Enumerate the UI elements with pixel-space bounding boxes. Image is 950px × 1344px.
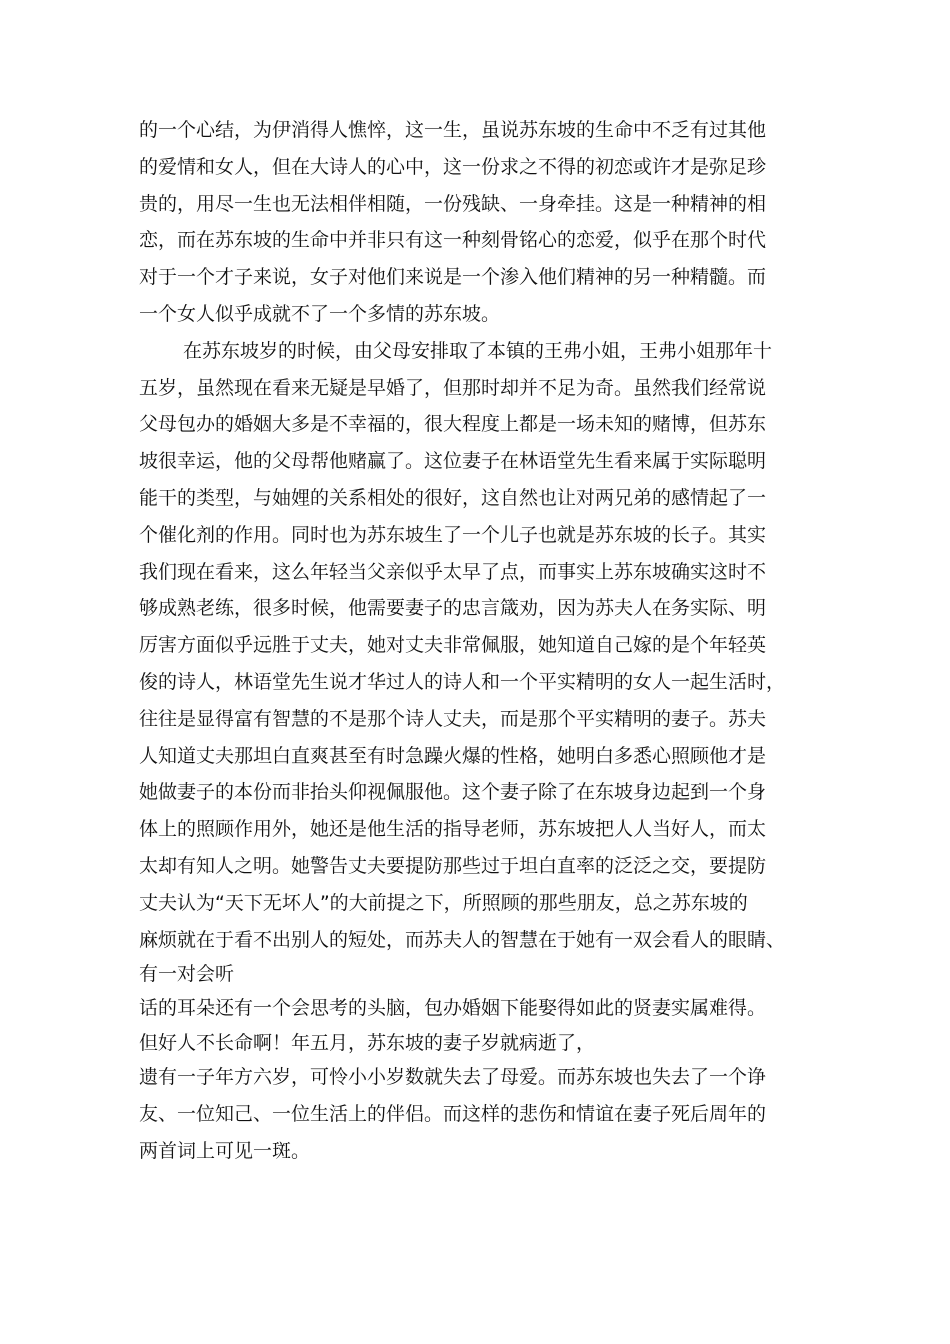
text-line: 一个女人似乎成就不了一个多情的苏东坡。 bbox=[139, 302, 501, 325]
text-line: 麻烦就在于看不出别人的短处，而苏夫人的智慧在于她有一双会看人的眼睛、 bbox=[139, 928, 786, 951]
text-line: 友、一位知己、一位生活上的伴侣。而这样的悲伤和情谊在妻子死后周年的 bbox=[139, 1102, 767, 1125]
text-line: 的爱情和女人，但在大诗人的心中，这一份求之不得的初恋或许才是弥足珍 bbox=[139, 155, 767, 178]
text-line: 恋，而在苏东坡的生命中并非只有这一种刻骨铭心的恋爱，似乎在那个时代 bbox=[139, 229, 767, 252]
text-line: 厉害方面似乎远胜于丈夫，她对丈夫非常佩服，她知道自己嫁的是个年轻英 bbox=[139, 634, 767, 657]
paragraph-start-line: 在苏东坡岁的时候，由父母安排取了本镇的王弗小姐，王弗小姐那年十 bbox=[183, 339, 773, 362]
text-line: 坡很幸运，他的父母帮他赌赢了。这位妻子在林语堂先生看来属于实际聪明 bbox=[139, 450, 767, 473]
text-line: 遗有一子年方六岁，可怜小小岁数就失去了母爱。而苏东坡也失去了一个诤 bbox=[139, 1066, 767, 1089]
text-line: 但好人不长命啊！年五月，苏东坡的妻子岁就病逝了， bbox=[139, 1032, 596, 1055]
text-line: 体上的照顾作用外，她还是他生活的指导老师，苏东坡把人人当好人，而太 bbox=[139, 818, 767, 841]
body-text bbox=[139, 112, 839, 1170]
text-line: 人知道丈夫那坦白直爽甚至有时急躁火爆的性格，她明白多悉心照顾他才是 bbox=[139, 744, 767, 767]
text-line: 话的耳朵还有一个会思考的头脑，包办婚姻下能娶得如此的贤妻实属难得。 bbox=[139, 997, 767, 1020]
text-line: 够成熟老练，很多时候，他需要妻子的忠言箴劝，因为苏夫人在务实际、明 bbox=[139, 597, 767, 620]
text-line: 父母包办的婚姻大多是不幸福的，很大程度上都是一场未知的赌博，但苏东 bbox=[139, 413, 767, 436]
text-line: 太却有知人之明。她警告丈夫要提防那些过于坦白直率的泛泛之交，要提防 bbox=[139, 854, 767, 877]
text-line: 我们现在看来，这么年轻当父亲似乎太早了点，而事实上苏东坡确实这时不 bbox=[139, 560, 767, 583]
text-line: 往往是显得富有智慧的不是那个诗人丈夫，而是那个平实精明的妻子。苏夫 bbox=[139, 707, 767, 730]
text-line: 五岁，虽然现在看来无疑是早婚了，但那时却并不足为奇。虽然我们经常说 bbox=[139, 376, 767, 399]
text-line: 的一个心结，为伊消得人憔悴，这一生，虽说苏东坡的生命中不乏有过其他 bbox=[139, 119, 767, 141]
text-line: 对于一个才子来说，女子对他们来说是一个渗入他们精神的另一种精髓。而 bbox=[139, 266, 767, 289]
text-line: 丈夫认为“天下无坏人”的大前提之下，所照顾的那些朋友，总之苏东坡的 bbox=[139, 891, 748, 914]
text-line: 两首词上可见一斑。 bbox=[139, 1139, 311, 1162]
text-line: 俊的诗人，林语堂先生说才华过人的诗人和一个平实精明的女人一起生活时， bbox=[139, 670, 786, 693]
text-line: 能干的类型，与妯娌的关系相处的很好，这自然也让对两兄弟的感情起了一 bbox=[139, 486, 767, 509]
text-line: 贵的，用尽一生也无法相伴相随，一份残缺、一身牵挂。这是一种精神的相 bbox=[139, 192, 767, 215]
text-line: 她做妻子的本份而非抬头仰视佩服他。这个妻子除了在东坡身边起到一个身 bbox=[139, 781, 767, 804]
text-line: 个催化剂的作用。同时也为苏东坡生了一个儿子也就是苏东坡的长子。其实 bbox=[139, 523, 767, 546]
text-line: 有一对会听 bbox=[139, 963, 235, 986]
